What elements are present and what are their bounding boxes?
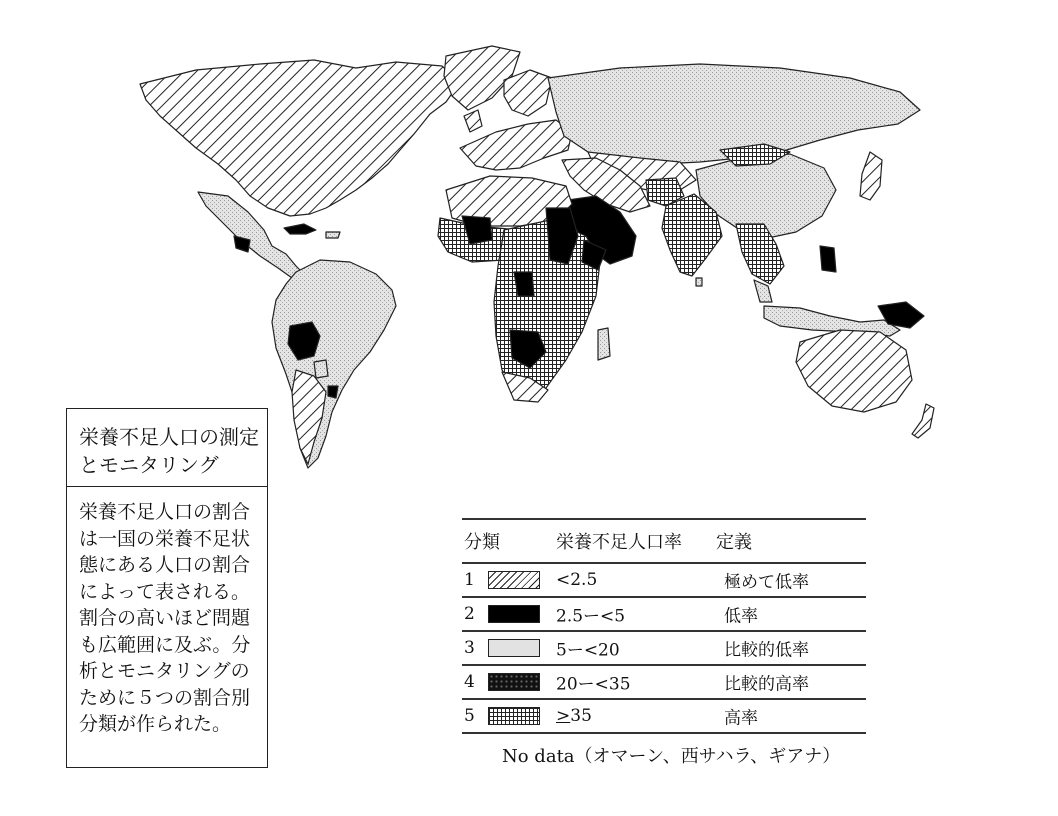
legend-class-number: 1 bbox=[464, 570, 475, 590]
region-paraguay bbox=[314, 360, 328, 378]
legend-rate bbox=[556, 706, 592, 726]
legend-header bbox=[462, 520, 866, 564]
legend-definition: 比較的高率 bbox=[724, 674, 809, 695]
region-north-america bbox=[140, 60, 460, 216]
legend-row bbox=[462, 700, 866, 734]
legend-header-class: 分類 bbox=[464, 532, 500, 553]
legend-swatch-dense-grid bbox=[488, 707, 540, 725]
legend-definition: 高率 bbox=[724, 708, 758, 729]
region-madagascar bbox=[598, 328, 610, 360]
info-box-body: 栄養不足人口の割合は一国の栄養不足状態にある人口の割合によって表される。割合の高いほど問題も広範囲に及ぶ。分析とモニタリングのために５つの割合別分類が作られた。 bbox=[79, 501, 251, 735]
legend-rate-value: 35 bbox=[570, 706, 592, 726]
legend-class-number: 5 bbox=[464, 706, 475, 726]
legend-no-data-note: No data（オマーン、西サハラ、ギアナ） bbox=[502, 746, 841, 767]
region-uruguay bbox=[328, 386, 338, 398]
legend-row bbox=[462, 666, 866, 700]
legend-header-definition: 定義 bbox=[716, 532, 752, 553]
legend-rate: 5ー<20 bbox=[556, 640, 620, 661]
legend-table bbox=[462, 518, 866, 768]
region-caribbean-2 bbox=[326, 232, 340, 238]
legend-swatch-light-stipple bbox=[488, 639, 540, 657]
legend-row bbox=[462, 564, 866, 598]
legend-swatch-solid-black bbox=[488, 605, 540, 623]
legend-row bbox=[462, 632, 866, 666]
legend-definition: 比較的低率 bbox=[724, 640, 809, 661]
legend-row bbox=[462, 598, 866, 632]
legend-definition: 低率 bbox=[724, 606, 758, 627]
region-philippines bbox=[820, 246, 836, 272]
legend-rate: <2.5 bbox=[556, 570, 598, 590]
region-congo bbox=[514, 272, 534, 296]
region-australia bbox=[796, 330, 912, 412]
region-uk bbox=[464, 110, 482, 132]
legend-rate: 20ー<35 bbox=[556, 674, 631, 695]
region-caribbean bbox=[284, 224, 316, 234]
region-south-america bbox=[272, 260, 396, 468]
legend-rate: 2.5ー<5 bbox=[556, 606, 626, 627]
region-sri-lanka bbox=[696, 278, 702, 286]
region-japan bbox=[860, 152, 882, 200]
region-new-zealand bbox=[912, 404, 934, 438]
region-scandinavia bbox=[504, 70, 552, 116]
info-box bbox=[66, 408, 268, 768]
legend-swatch-dark-dotted bbox=[488, 673, 540, 691]
legend-class-number: 2 bbox=[464, 604, 475, 624]
legend-class-number: 4 bbox=[464, 672, 475, 692]
legend-swatch-diagonal-hatch bbox=[488, 571, 540, 589]
legend-rate-symbol: > bbox=[556, 706, 571, 726]
legend-definition: 極めて低率 bbox=[724, 572, 809, 593]
legend-class-number: 3 bbox=[464, 638, 475, 658]
legend-header-rate: 栄養不足人口率 bbox=[556, 532, 682, 553]
info-box-title: 栄養不足人口の測定とモニタリング bbox=[67, 409, 267, 487]
